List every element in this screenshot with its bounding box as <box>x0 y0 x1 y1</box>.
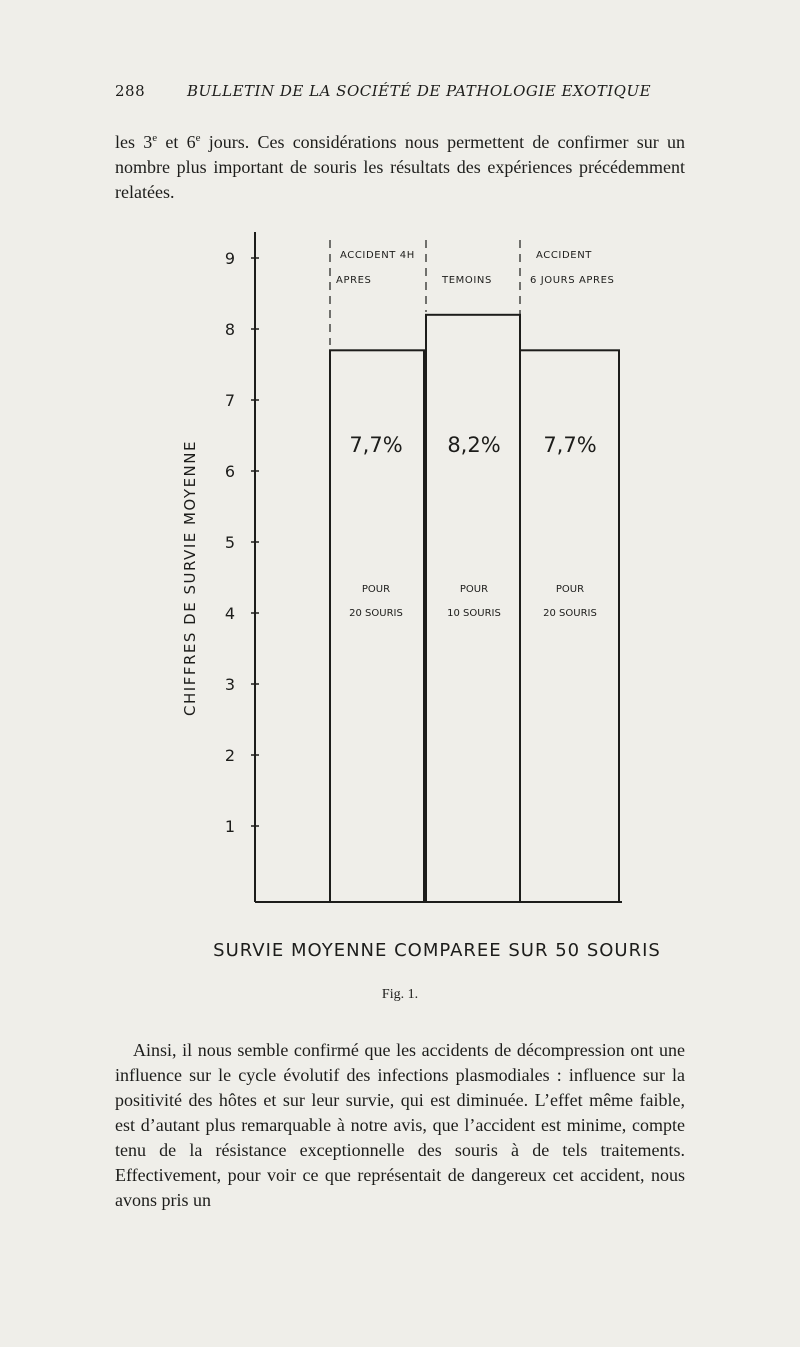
chart-title: SURVIE MOYENNE COMPAREE SUR 50 SOURIS <box>213 940 661 961</box>
data-label: 7,7% <box>349 433 403 457</box>
superscript: e <box>195 132 201 144</box>
count-label: POUR <box>459 584 489 595</box>
text-run: les 3 <box>115 132 153 152</box>
y-tick-label: 4 <box>224 604 235 623</box>
count-label: 20 SOURIS <box>543 608 597 619</box>
count-label: POUR <box>361 584 391 595</box>
y-tick-label: 6 <box>224 462 235 481</box>
y-tick-label: 1 <box>224 817 235 836</box>
y-axis-ticks <box>225 249 259 836</box>
page-number: 288 <box>115 82 146 100</box>
data-label: 7,7% <box>543 433 597 457</box>
y-tick-label: 2 <box>224 746 235 765</box>
y-tick-label: 7 <box>224 391 235 410</box>
y-tick-label: 5 <box>224 533 235 552</box>
y-axis-title: CHIFFRES DE SURVIE MOYENNE <box>181 440 199 716</box>
category-label: TEMOINS <box>442 275 492 286</box>
count-label: 10 SOURIS <box>447 608 501 619</box>
chart-axes <box>255 232 622 902</box>
data-label: 8,2% <box>447 433 501 457</box>
text-run: jours. Ces considérations nous permettent de confirmer sur un nombre plus important de souris les résultats des expériences précédemment relatées. <box>115 132 685 202</box>
text-run: et 6 <box>157 132 196 152</box>
paragraph-bottom: Ainsi, il nous semble confirmé que les accidents de décompression ont une influence sur le cycle évolutif des infections plasmodiales : influence sur la positivité des hôtes et sur leur survie, qui est diminuée. L’effet même faible, est d’autant plus remarquable à notre avis, que l’accident est minime, compte tenu de la résistance exceptionnelle des souris à de tels traitements. Effectivement, pour voir ce que représentait de dangereux cet accident, nous avons pris un <box>115 1040 685 1210</box>
category-label: 6 JOURS APRES <box>530 275 615 286</box>
chart-labels <box>181 250 661 961</box>
category-label: APRES <box>336 275 372 286</box>
superscript: e <box>152 132 158 144</box>
category-label: ACCIDENT <box>536 250 592 261</box>
figure-caption: Fig. 1. <box>381 987 419 1002</box>
y-tick-label: 3 <box>224 675 235 694</box>
y-tick-label: 9 <box>224 249 235 268</box>
count-label: POUR <box>555 584 585 595</box>
count-label: 20 SOURIS <box>349 608 403 619</box>
journal-title: BULLETIN DE LA SOCIÉTÉ DE PATHOLOGIE EXOTIQUE <box>187 82 652 100</box>
category-label: ACCIDENT 4H <box>340 250 415 261</box>
y-tick-label: 8 <box>224 320 235 339</box>
